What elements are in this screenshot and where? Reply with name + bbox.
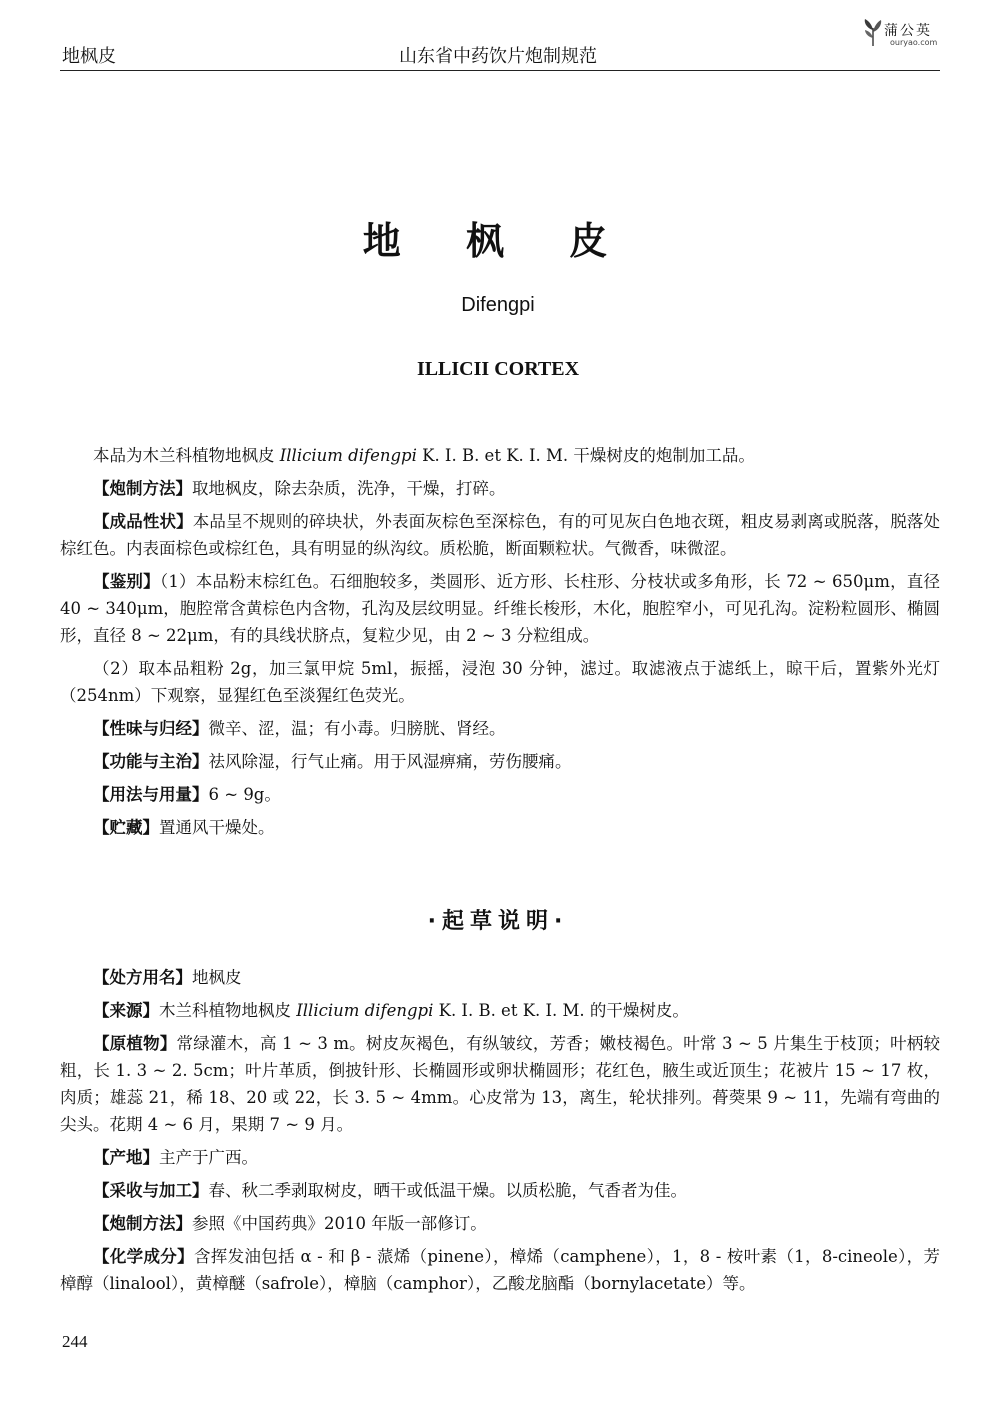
usage-dosage: 【用法与用量】6 ~ 9g。 [93,785,281,804]
harvest-processing: 【采收与加工】春、秋二季剥取树皮，晒干或低温干燥。以质松脆，气香者为佳。 [93,1181,687,1200]
drafting-notes-body [60,964,940,1303]
page-number: 244 [62,1332,88,1351]
monograph-title: 地 枫 皮 [362,219,634,263]
monograph-latin-name: ILLICII CORTEX [416,358,580,380]
product-description: 【成品性状】本品呈不规则的碎块状，外表面灰棕色至深棕色，有的可见灰白色地衣斑，粗皮易剥离或脱落，脱落处棕红色。内表面棕色或棕红色，具有明显的纵沟纹。质松脆，断面颗粒状。气微香，味微涩。 [60,512,941,558]
chemical-constituents: 【化学成分】含挥发油包括 α - 和 β - 蒎烯（pinene），樟烯（camphene），1，8 - 桉叶素（1，8-cineole），芳樟醇（linalool），黄樟醚（safrole），樟脑（camphor），乙酸龙脑酯（bornylacetate）等。 [60,1247,941,1293]
identification-1: 【鉴别】（1）本品粉末棕红色。石细胞较多，类圆形、近方形、长柱形、分枝状或多角形，长 72 ~ 650μm，直径 40 ~ 340μm，胞腔常含黄棕色内含物，孔沟及层纹明显。纤维长梭形，木化，胞腔窄小，可见孔沟。淀粉粒圆形、椭圆形，直径 8 ~ 22μm，有的具线状脐点，复粒少见，由 2 ~ 3 分粒组成。 [60,572,941,645]
storage: 【贮藏】置通风干燥处。 [93,818,275,837]
watermark-logo [860,18,950,54]
monograph-pinyin: Difengpi [461,294,535,316]
property-meridian: 【性味与归经】微辛、涩，温；有小毒。归膀胱、肾经。 [93,719,506,738]
leaf-logo-icon [862,18,884,48]
identification-2: （2）取本品粗粉 2g，加三氯甲烷 5ml，振摇，浸泡 30 分钟，滤过。取滤液点于滤纸上，晾干后，置紫外光灯（254nm）下观察，显猩红色至淡猩红色荧光。 [60,659,940,705]
header-rule [60,70,940,71]
original-plant: 【原植物】常绿灌木，高 1 ~ 3 m。树皮灰褐色，有纵皱纹，芳香；嫩枝褐色。叶常 3 ~ 5 片集生于枝顶；叶柄较粗，长 1. 3 ~ 2. 5cm；叶片革质，倒披针形、长椭圆形或卵状椭圆形；花红色，腋生或近顶生；花被片 15 ~ 17 枚，肉质；雄蕊 21，稀 18、20 或 22，长 3. 5 ~ 4mm。心皮常为 13，离生，轮状排列。蓇葖果 9 ~ 11，先端有弯曲的尖头。花期 4 ~ 6 月，果期 7 ~ 9 月。 [60,1034,941,1134]
processing-method: 【炮制方法】取地枫皮，除去杂质，洗净，干燥，打碎。 [93,479,506,498]
monograph-body [60,442,940,847]
drafting-notes-heading: ·起草说明· [427,909,569,934]
running-header-left: 地枫皮 [62,46,116,67]
functions-indications: 【功能与主治】祛风除湿，行气止痛。用于风湿痹痛，劳伤腰痛。 [93,752,572,771]
draft-processing-method: 【炮制方法】参照《中国药典》2010 年版一部修订。 [93,1214,487,1233]
logo-url: ouryao.com [890,38,938,47]
source: 【来源】木兰科植物地枫皮 Illicium difengpi K. I. B. et K. I. M. 的干燥树皮。 [93,1001,689,1020]
prescription-name: 【处方用名】地枫皮 [93,968,242,987]
logo-text: 蒲公英 [884,23,932,39]
intro-paragraph: 本品为木兰科植物地枫皮 Illicium difengpi K. I. B. et K. I. M. 干燥树皮的炮制加工品。 [93,446,755,465]
running-header-title: 山东省中药饮片炮制规范 [399,46,597,67]
origin: 【产地】主产于广西。 [93,1148,258,1167]
